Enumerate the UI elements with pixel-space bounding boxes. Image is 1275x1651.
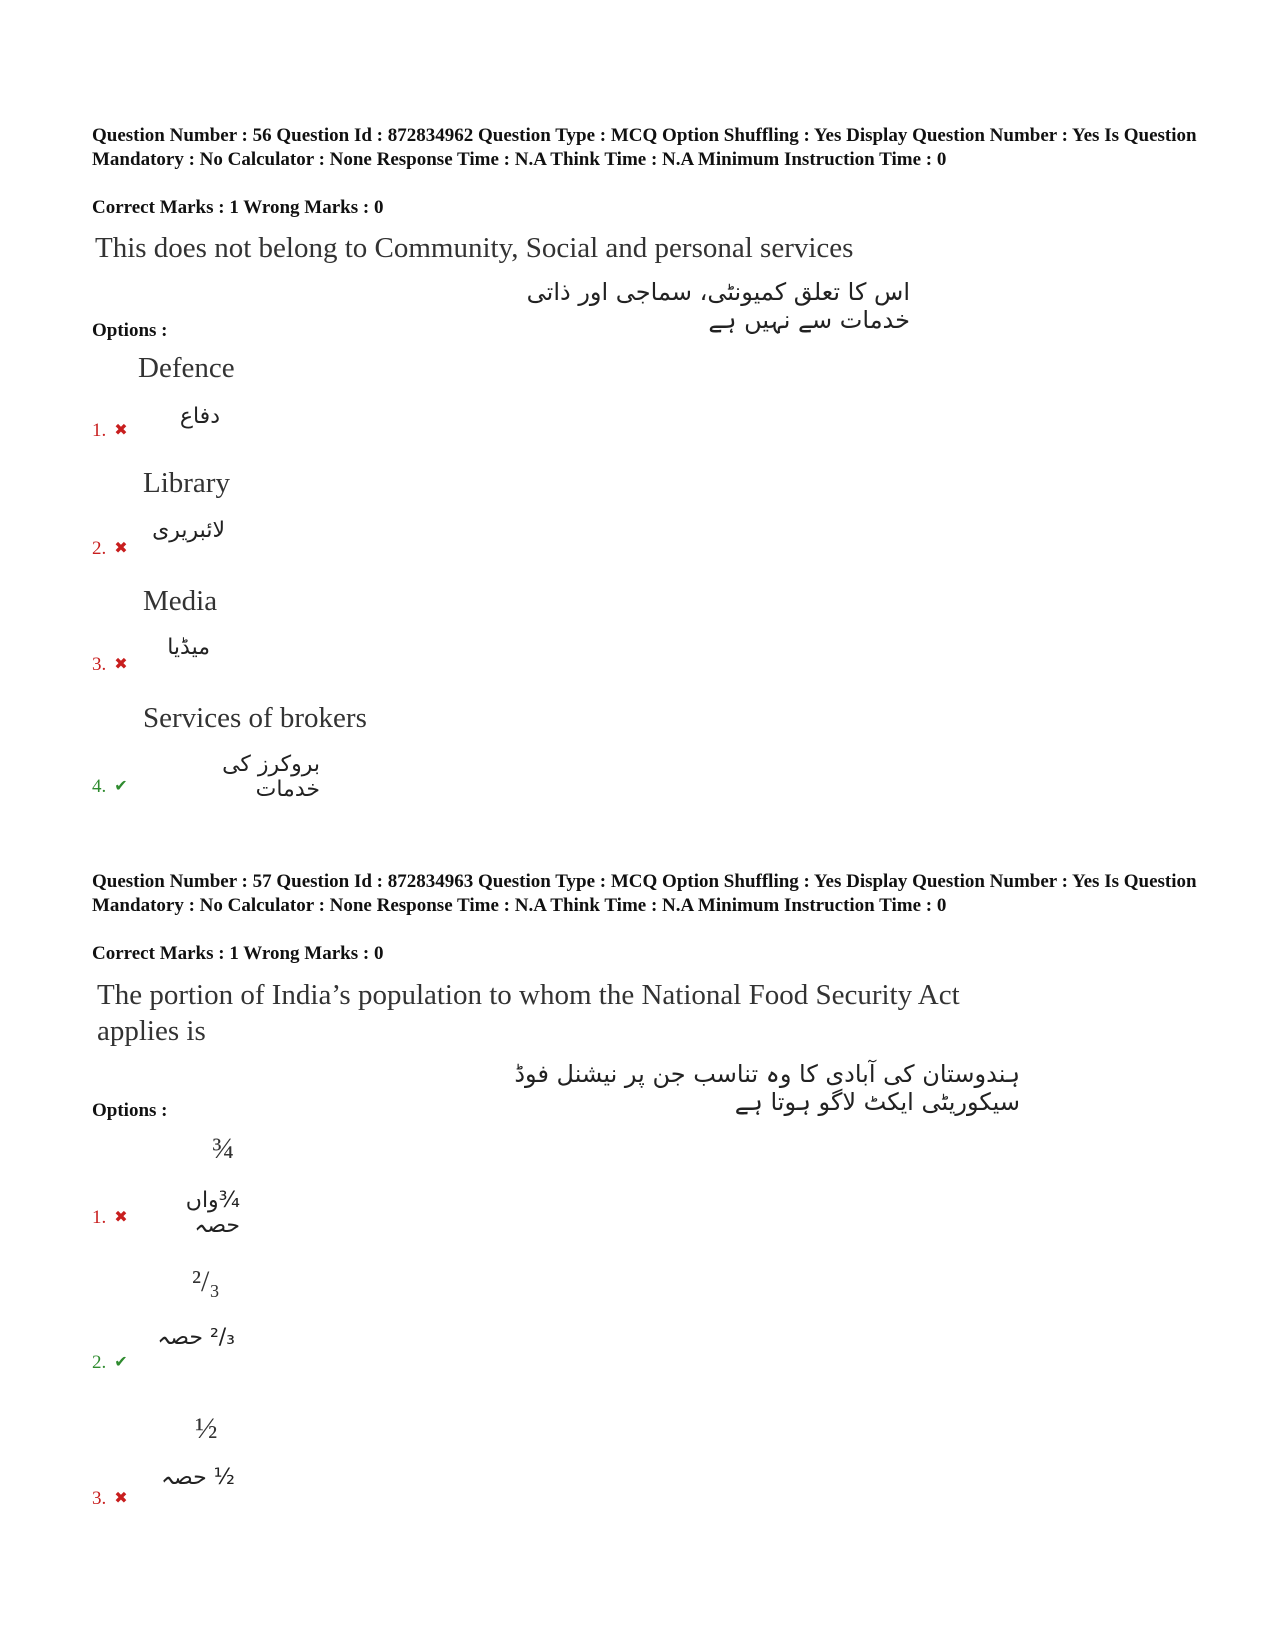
- question-text-english: This does not belong to Community, Social and personal services: [95, 232, 854, 264]
- option-number: 4.: [92, 776, 107, 797]
- question-text-urdu: ہندوستان کی آبادی کا وہ تناسب جن پر نیشنل فوڈ سیکوریٹی ایکٹ لاگو ہوتا ہے: [514, 1060, 1020, 1116]
- option-english: Library: [143, 467, 230, 499]
- option-1[interactable]: [92, 420, 128, 442]
- option-urdu: لائبریری: [152, 518, 225, 543]
- question-text-urdu: اس کا تعلق کمیونٹی، سماجی اور ذاتی خدمات سے نہیں ہے: [526, 278, 910, 334]
- cross-icon: ✖: [114, 1490, 128, 1507]
- option-4[interactable]: [92, 776, 128, 798]
- option-number: 2.: [92, 538, 107, 559]
- cross-icon: ✖: [114, 422, 128, 439]
- question-meta: Question Number : 57 Question Id : 872834963 Question Type : MCQ Option Shuffling : Yes Display Question Number : Yes Is Question Mandatory : No Calculator : None Response Time : N.A Think Time : N.A Minimum Instruction Time : 0: [92, 871, 1197, 916]
- option-english: Media: [143, 585, 218, 617]
- option-english: ½: [195, 1412, 218, 1445]
- option-urdu: دفاع: [179, 404, 220, 429]
- option-urdu: ½ حصہ: [161, 1465, 235, 1490]
- option-english: Defence: [138, 352, 235, 384]
- option-3[interactable]: [92, 654, 128, 676]
- options-label: Options :: [92, 1100, 168, 1121]
- cross-icon: ✖: [114, 540, 128, 557]
- option-urdu: بروکرز کی خدمات: [222, 752, 320, 802]
- option-number: 3.: [92, 654, 107, 675]
- question-marks: Correct Marks : 1 Wrong Marks : 0: [92, 197, 384, 218]
- option-number: 2.: [92, 1352, 107, 1373]
- option-2[interactable]: [92, 538, 128, 560]
- option-urdu: ¾واں حصہ: [185, 1188, 240, 1238]
- option-urdu: میڈیا: [167, 635, 210, 660]
- check-icon: ✔: [114, 1354, 128, 1371]
- option-3[interactable]: [92, 1488, 128, 1510]
- question-meta: Question Number : 56 Question Id : 872834962 Question Type : MCQ Option Shuffling : Yes Display Question Number : Yes Is Question Mandatory : No Calculator : None Response Time : N.A Think Time : N.A Minimum Instruction Time : 0: [92, 125, 1197, 170]
- option-number: 3.: [92, 1488, 107, 1509]
- question-marks: Correct Marks : 1 Wrong Marks : 0: [92, 943, 384, 964]
- option-number: 1.: [92, 420, 107, 441]
- cross-icon: ✖: [114, 1209, 128, 1226]
- option-urdu: ²/₃ حصہ: [157, 1325, 235, 1350]
- option-english: ¾: [212, 1132, 235, 1165]
- option-1[interactable]: [92, 1207, 128, 1229]
- check-icon: ✔: [114, 778, 128, 795]
- option-2[interactable]: [92, 1352, 128, 1374]
- cross-icon: ✖: [114, 656, 128, 673]
- options-label: Options :: [92, 320, 168, 341]
- option-english: Services of brokers: [143, 702, 367, 734]
- option-number: 1.: [92, 1207, 107, 1228]
- question-text-english: The portion of India’s population to whom the National Food Security Act applies is: [97, 979, 960, 1047]
- option-english: ²/₃: [192, 1265, 220, 1298]
